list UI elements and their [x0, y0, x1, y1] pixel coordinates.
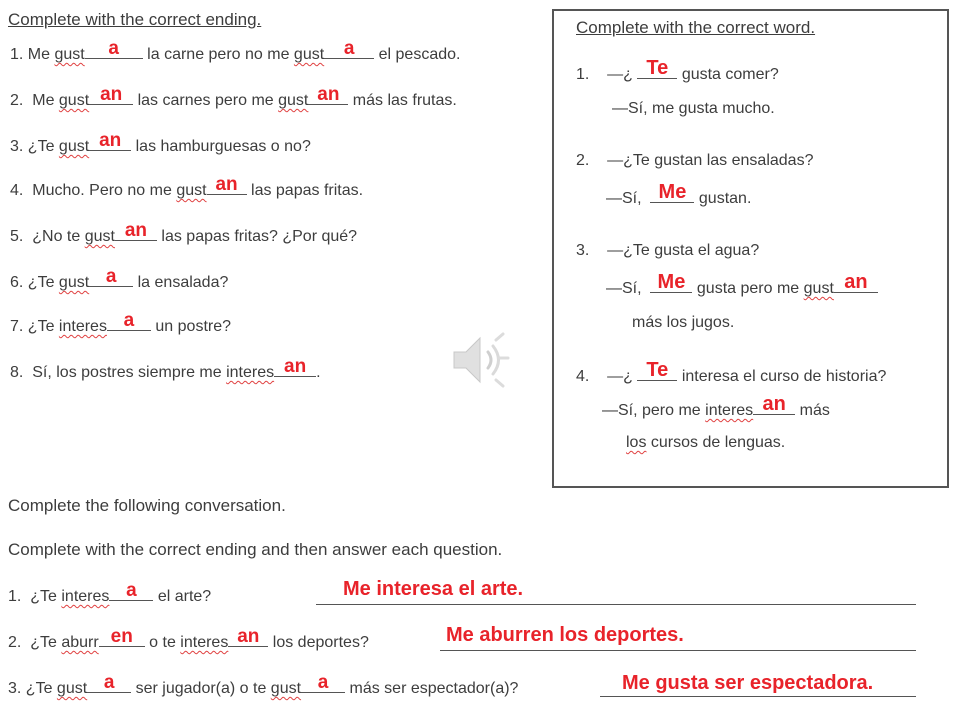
answer-blank	[228, 626, 268, 647]
answer-line-1	[316, 604, 916, 605]
answer-blank	[89, 84, 133, 105]
bottom-item-2: 2. ¿Te aburr en o te interes an los deportes?	[8, 626, 369, 651]
answer-text: an	[317, 84, 340, 105]
bottom-item-1: 1. ¿Te interes a el arte?	[8, 580, 212, 605]
left-item-3: 3. ¿Te gust an las hamburguesas o no?	[10, 130, 311, 155]
right-q1-line1: 1. —¿ Te gusta comer?	[576, 57, 779, 83]
answer-text: an	[215, 174, 238, 195]
answer-text: a	[105, 266, 117, 287]
answer-blank	[89, 130, 131, 151]
right-q4-line1: 4. —¿ Te interesa el curso de historia?	[576, 359, 887, 385]
bottom-heading-1: Complete the following conversation.	[8, 496, 286, 515]
answer-blank	[324, 38, 374, 59]
answer-blank	[308, 84, 348, 105]
answer-text: a	[103, 672, 115, 693]
answer-blank	[637, 57, 677, 79]
answer-text: Te	[646, 57, 669, 79]
answer-sentence-2: Me aburren los deportes.	[446, 624, 684, 646]
answer-blank	[99, 626, 145, 647]
left-item-4: 4. Mucho. Pero no me gust an las papas fritas.	[10, 174, 364, 199]
answer-blank	[301, 672, 345, 693]
left-item-2: 2. Me gust an las carnes pero me gust an más las frutas.	[10, 84, 457, 109]
right-q3-line1: 3. —¿Te gusta el agua?	[576, 242, 760, 259]
answer-blank	[107, 310, 151, 331]
answer-text: an	[99, 130, 122, 151]
answer-text: an	[237, 626, 260, 647]
left-item-8: 8. Sí, los postres siempre me interes an .	[10, 356, 321, 381]
answer-blank	[637, 359, 677, 381]
right-heading: Complete with the correct word.	[576, 18, 816, 37]
answer-blank	[650, 181, 694, 203]
right-q1-line2: —Sí, me gusta mucho.	[612, 100, 775, 117]
answer-text: an	[124, 220, 148, 241]
left-item-5: 5. ¿No te gust an las papas fritas? ¿Por qué?	[10, 220, 358, 245]
answer-text: a	[343, 38, 355, 59]
answer-line-3	[600, 696, 916, 697]
answer-text: a	[108, 38, 119, 59]
answer-line-2	[440, 650, 916, 651]
answer-text: a	[126, 580, 137, 601]
right-q3-line3: más los jugos.	[632, 314, 735, 331]
answer-blank	[753, 393, 795, 415]
right-q3-line2: —Sí, Me gusta pero me gust an	[606, 278, 878, 298]
bottom-item-3: 3. ¿Te gust a ser jugador(a) o te gust a más ser espectador(a)?	[8, 672, 519, 697]
answer-blank	[85, 38, 143, 59]
answer-blank	[834, 271, 878, 293]
right-q2-line1: 2. —¿Te gustan las ensaladas?	[576, 152, 814, 169]
answer-blank	[650, 271, 692, 293]
answer-text: an	[284, 356, 307, 377]
answer-text: en	[110, 626, 133, 647]
answer-text: an	[844, 271, 868, 293]
answer-blank	[115, 220, 157, 241]
right-q4-line2: —Sí, pero me interes an más	[602, 393, 830, 419]
answer-blank	[109, 580, 153, 601]
speaker-icon[interactable]	[448, 328, 512, 397]
left-item-7: 7. ¿Te interes a un postre?	[10, 310, 232, 335]
bottom-heading-2: Complete with the correct ending and then answer each question.	[8, 540, 503, 559]
answer-sentence-1: Me interesa el arte.	[343, 578, 524, 600]
right-q4-line3: los cursos de lenguas.	[626, 434, 786, 451]
left-item-6: 6. ¿Te gust a la ensalada?	[10, 266, 229, 291]
answer-text: Me	[657, 271, 686, 293]
left-item-1: 1. Me gust a la carne pero no me gust a el pescado.	[10, 38, 461, 63]
answer-text: a	[123, 310, 135, 331]
answer-text: Te	[646, 359, 669, 381]
answer-text: an	[100, 84, 123, 105]
left-heading: Complete with the correct ending.	[8, 10, 262, 29]
answer-text: a	[317, 672, 329, 693]
answer-blank	[87, 672, 131, 693]
answer-text: Me	[658, 181, 687, 203]
answer-text: an	[762, 393, 786, 415]
answer-blank	[274, 356, 316, 377]
answer-sentence-3: Me gusta ser espectadora.	[622, 672, 874, 694]
answer-blank	[89, 266, 133, 287]
right-q2-line2: —Sí, Me gustan.	[606, 181, 752, 207]
answer-blank	[207, 174, 247, 195]
